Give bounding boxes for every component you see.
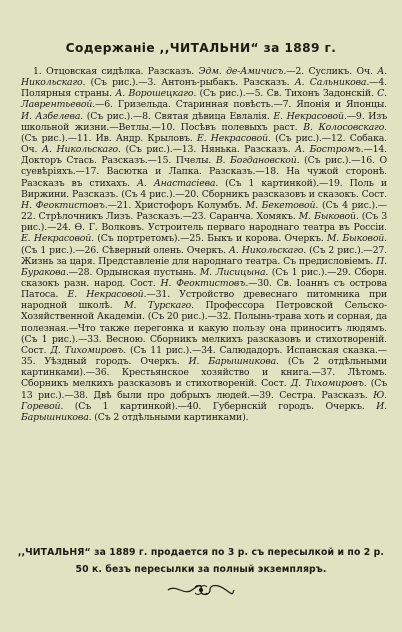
toc-text: . (Съ 3 рис.).—24. Ѳ. Г. Волковъ. Устроитель перваго народнаго театра въ Россіи. — [21, 211, 387, 234]
toc-author: А. Сальниковa — [294, 77, 367, 89]
toc-text: .—31. Устройство древеснаго питомника при народной школѣ. — [21, 289, 388, 312]
toc-author: Эдм. де-Амичисъ — [198, 66, 284, 77]
toc-text: . (Съ 11 рис.).—34. Салюдадоръ. Испанская сказка.—35. Уѣздный городъ. Очеркъ. — [21, 344, 388, 368]
toc-text: 1. Отцовская сидѣлка. Разсказъ. — [33, 66, 199, 77]
toc-author: А. Никольскаго — [21, 66, 388, 89]
toc-author: И. Барышникова — [21, 400, 387, 423]
toc-author: Е. Некрасовой — [21, 233, 92, 245]
toc-author: В. Богдановской — [215, 155, 297, 167]
toc-text: . (Съ рис.).—12. Собака. Оч. — [21, 132, 387, 156]
toc-text: . (Съ рис.).—8. Святая дѣвица Евлалія. — [80, 110, 274, 122]
toc-author: А. Анастасіева — [136, 177, 216, 189]
toc-text: . (Съ 2 отдѣльными картинками). — [88, 411, 249, 423]
toc-author: Е. Некрасовой — [273, 110, 344, 122]
toc-text: . (Съ 2 рис.).—27. Жизнь за царя. Представленіе для народнаго театра. Съ предисловіемъ. — [21, 244, 387, 267]
toc-text: . (Съ портретомъ).—25. Быкъ и корова. Очеркъ. — [91, 233, 327, 245]
toc-text: . (Съ 1 картинкой).—19. Поль и Виржини. Разсказъ. (Съ 4 рис.).—20. Сборникъ разсказовъ и сказокъ. Сост. — [21, 177, 387, 200]
toc-text: . (Съ рис.).—3. Антонъ-рыбакъ. Разсказъ. — [82, 77, 295, 89]
toc-author: А. Ворошецкаго — [115, 88, 194, 100]
table-of-contents — [21, 66, 387, 423]
toc-author: И. Барышникова — [188, 356, 277, 368]
toc-author: Н. Феоктистовъ — [160, 277, 246, 289]
toc-author: С. Лаврентьевой — [21, 88, 387, 111]
price-note — [0, 544, 402, 578]
toc-paragraph — [21, 66, 387, 423]
toc-text: . Профессора Петровской Сельско-Хозяйственной Академіи. (Съ 20 рис.).—32. Полынь-трава хоть и сорная, да полезная.—Что также перегонка и какую пользу она приноситъ людямъ. (Съ 1 рис.).—33. Весною. Сборникъ мелкихъ разсказовъ и стихотвореній. Сост. — [21, 300, 387, 356]
toc-author: А. Бостромъ — [295, 144, 361, 156]
toc-text: .—2. Сусликъ. Оч. — [283, 66, 378, 77]
toc-text: .—6. Гризельда. Старинная повѣсть.—7. Японія и Японцы. — [92, 99, 387, 111]
toc-text: . (Съ рис.).—13. Нянька. Разсказъ. — [117, 144, 296, 156]
toc-text: . (Съ 1 картинкой).—40. Губернскій городъ. Очеркъ. — [60, 400, 377, 412]
toc-author: Н. Феоктистовъ — [21, 199, 105, 211]
toc-text: .—21. Христофоръ Колумбъ. — [104, 199, 246, 211]
toc-author: П. Буракова — [21, 255, 387, 278]
toc-author: М. Лисицына — [199, 266, 266, 278]
toc-text: . (Съ 4 рис.).—22. Стрѣлочникъ Лизъ. Разсказъ.—23. Саранча. Хомякъ. — [21, 199, 387, 223]
toc-text: .—9. Изъ школьной жизни.—Ветлы.—10. Посѣвъ полевыхъ раст. — [21, 110, 387, 133]
toc-author: Д. Тихомировъ — [50, 344, 124, 356]
toc-text: . (Съ 2 отдѣльными картинками).—36. Крестьянское хозяйство и книга.—37. Лѣтомъ. Сборникъ мелкихъ разсказовъ и стихотвореній. Сост. — [21, 356, 387, 390]
toc-text: .—4. Полярныя страны. — [21, 77, 387, 100]
toc-author: Ю. Горевой — [21, 389, 387, 412]
toc-author: М. Быковой — [326, 233, 385, 245]
toc-text: . (Съ 13 рис.).—38. Двѣ были про добрыхъ людей.—39. Сестра. Разсказъ. — [21, 378, 387, 401]
toc-author: И. Азбелева — [21, 110, 81, 122]
toc-author: М. Бекетовой — [245, 199, 316, 211]
toc-text: . (Съ рис.).—16. О суевѣріяхъ.—17. Васютка и Лапка. Разсказъ.—18. На чужой сторонѣ. Разсказъ въ стихахъ. — [21, 155, 387, 189]
page-title: Содержаніе ,,ЧИТАЛЬНИ“ за 1889 г. — [65, 41, 337, 55]
toc-text: . (Съ 1 рис.).—26. Сѣверный олень. Очеркъ. — [21, 233, 387, 256]
toc-author: Д. Тихомировъ — [290, 378, 364, 390]
toc-author: В. Колосовскаго — [303, 121, 385, 133]
toc-author: М. Турскаго — [124, 300, 192, 312]
toc-author: М. Быковой — [298, 211, 356, 223]
toc-author: Е. Некрасовой — [67, 289, 144, 301]
toc-text: . (Съ рис.).—11. Ив. Андр. Крыловъ. — [21, 121, 387, 144]
toc-author: Е. Некрасовой — [196, 132, 268, 144]
toc-author: А. Никольскаго — [42, 144, 118, 156]
toc-text: . (Съ рис.).—5. Св. Тихонъ Задонскій. — [193, 88, 378, 100]
vine-ornament-icon — [166, 583, 236, 597]
toc-text: .—28. Ордынская пустынь. — [65, 266, 200, 278]
toc-text: .—14. Докторъ Стась. Разсказъ.—15. Пчелы. — [21, 144, 387, 167]
price-note-line-2: 50 к. безъ пересылки за полный экземпляръ. — [75, 564, 327, 575]
price-note-line-1: ,,ЧИТАЛЬНЯ“ за 1889 г. продается по 3 р. съ пересылкой и по 2 р. — [17, 547, 385, 558]
toc-author: А. Никольскаго — [228, 244, 304, 256]
toc-text: . (Съ 1 рис.).—29. Сборн. сказокъ разн. народ. Сост. — [21, 266, 388, 289]
toc-text: .—30. Св. Іоаннъ съ острова Патоса. — [21, 277, 387, 301]
